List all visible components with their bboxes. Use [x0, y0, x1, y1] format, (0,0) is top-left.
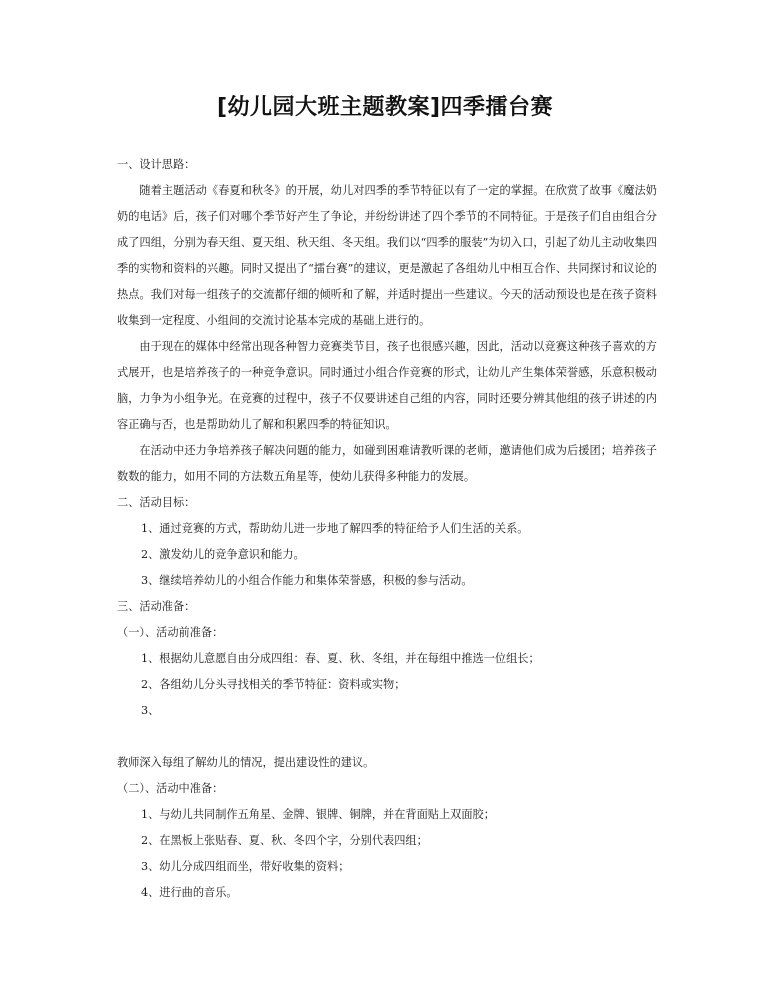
goal-item: 3、继续培养幼儿的小组合作能力和集体荣誉感，积极的参与活动。: [141, 574, 473, 587]
teacher-note: 教师深入每组了解幼儿的情况，提出建设性的建议。: [117, 756, 375, 769]
preparation-item: 1、与幼儿共同制作五角星、金牌、银牌、铜牌，并在背面贴上双面胶；: [141, 808, 495, 821]
preparation-item: 3、: [141, 704, 160, 717]
section-heading-preparation: 三、活动准备：: [117, 600, 196, 613]
document-title: [幼儿园大班主题教案]四季擂台赛: [216, 95, 554, 120]
paragraph-design-1: 随着主题活动《春夏和秋冬》的开展，幼儿对四季的季节特征以有了一定的掌握。在欣赏了故事《魔法奶奶的电话》后，孩子们对哪个季节好产生了争论，并纷纷讲述了四个季节的不同特征。于是孩子们自由组合分成了四组，分别为春天组、夏天组、秋天组、冬天组。我们以“四季的服装”为切入口，引起了幼儿主动收集四季的实物和资料的兴趣。同时又提出了“擂台赛”的建议，更是激起了各组幼儿中相互合作、共同探讨和议论的热点。我们对每一组孩子的交流都仔细的倾听和了解，并适时提出一些建议。今天的活动预设也是在孩子资料收集到一定程度、小组间的交流讨论基本完成的基础上进行的。: [117, 184, 657, 327]
subheading-before-activity: （一）、活动前准备：: [117, 626, 224, 639]
blank-line: [117, 724, 657, 750]
paragraph-design-2: 由于现在的媒体中经常出现各种智力竞赛类节目，孩子也很感兴趣，因此，活动以竞赛这种孩子喜欢的方式展开，也是培养孩子的一种竞争意识。同时通过小组合作竞赛的形式，让幼儿产生集体荣誉感，乐意积极动脑，力争为小组争光。在竞赛的过程中，孩子不仅要讲述自己组的内容，同时还要分辨其他组的孩子讲述的内容正确与否，也是帮助幼儿了解和积累四季的特征知识。: [117, 340, 657, 431]
preparation-item: 2、在黑板上张贴春、夏、秋、冬四个字，分别代表四组；: [141, 834, 428, 847]
preparation-item: 4、进行曲的音乐。: [141, 886, 238, 899]
preparation-item: 2、各组幼儿分头寻找相关的季节特征：资料或实物；: [141, 678, 406, 691]
section-heading-design: 一、设计思路：: [117, 158, 196, 171]
document-body: [117, 152, 657, 906]
goal-item: 2、激发幼儿的竞争意识和能力。: [141, 548, 305, 561]
subheading-during-activity: （二）、活动中准备：: [117, 782, 224, 795]
preparation-item: 1、根据幼儿意愿自由分成四组：春、夏、秋、冬组，并在每组中推选一位组长；: [141, 652, 540, 665]
goal-item: 1、通过竞赛的方式，帮助幼儿进一步地了解四季的特征给予人们生活的关系。: [141, 522, 529, 535]
section-heading-goals: 二、活动目标：: [117, 496, 196, 509]
preparation-item: 3、幼儿分成四组而坐，带好收集的资料；: [141, 860, 350, 873]
paragraph-design-3: 在活动中还力争培养孩子解决问题的能力，如碰到困难请教听课的老师，邀请他们成为后援团；培养孩子数数的能力，如用不同的方法数五角星等，使幼儿获得多种能力的发展。: [117, 444, 657, 483]
